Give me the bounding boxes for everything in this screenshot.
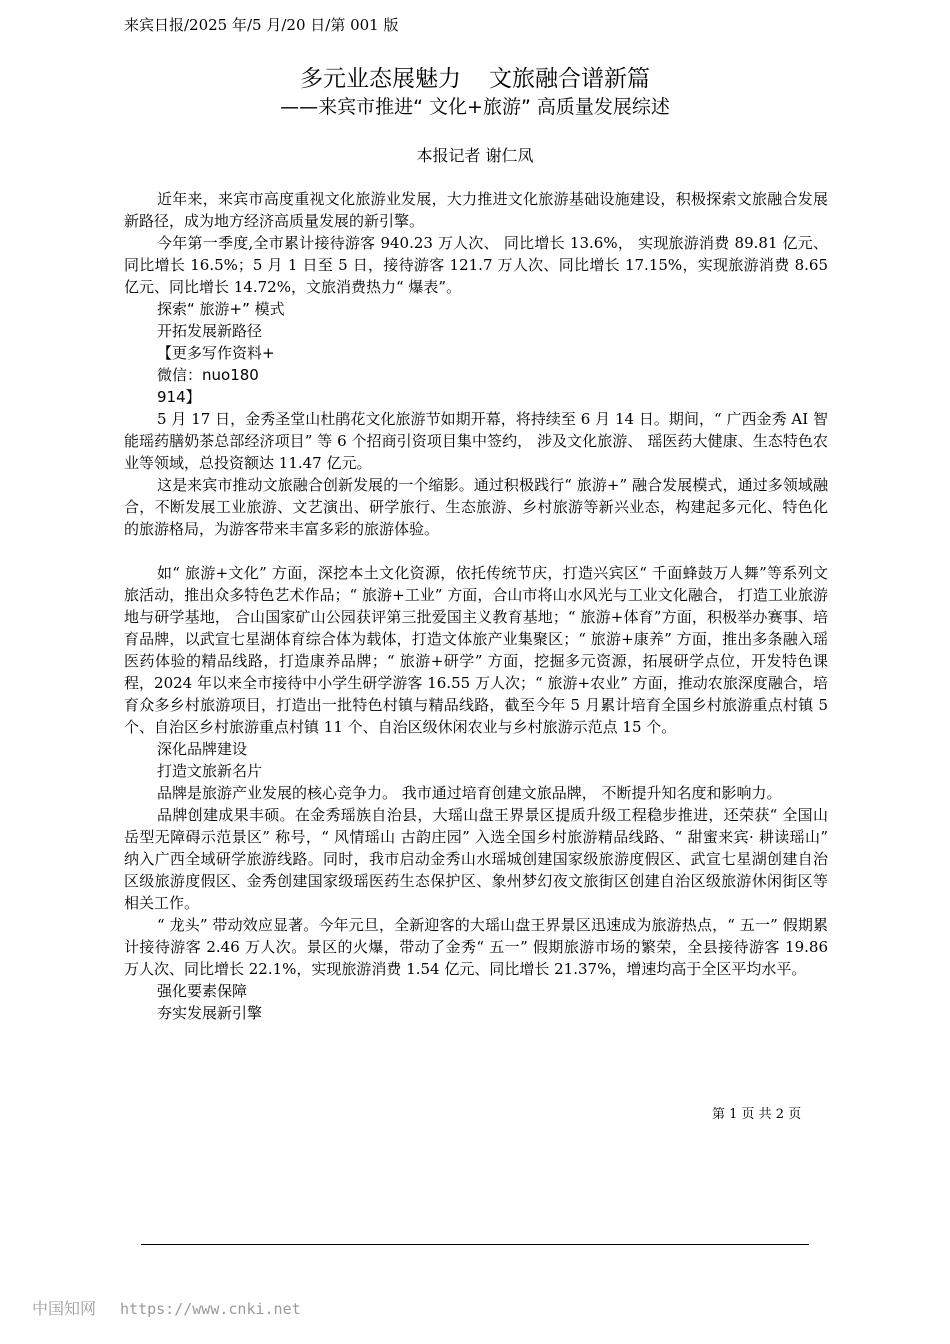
site-url[interactable]: https://www.cnki.net (120, 1300, 301, 1318)
paragraph: 近年来，来宾市高度重视文化旅游业发展，大力推进文化旅游基础设施建设，积极探索文旅融合发展新路径，成为地方经济高质量发展的新引擎。 (124, 190, 828, 230)
paragraph: 5 月 17 日，金秀圣堂山杜鹃花文化旅游节如期开幕，将持续至 6 月 14 日。期间，“ 广西金秀 AI 智能瑶药膳奶茶总部经济项目” 等 6 个招商引资项目集中签约， 涉及文化旅游、 瑶医药大健康、生态特色农业等领域，总投资额达 11.47 亿元。 (124, 410, 828, 472)
section-heading: 强化要素保障 (157, 982, 248, 1000)
footer-divider (141, 1244, 809, 1245)
section-heading: 914】 (157, 388, 201, 406)
paragraph: 如“ 旅游+文化” 方面，深挖本土文化资源，依托传统节庆，打造兴宾区“ 千面蜂鼓万人舞”等系列文旅活动，推出众多特色艺术作品；“ 旅游+工业” 方面，合山市将山水风光与工业文化融合， 打造工业旅游地与研学基地， 合山国家矿山公园获评第三批爱国主义教育基地；“ 旅游+体育”方面，积极举办赛事、培育品牌，以武宣七星湖体育综合体为载体，打造文体旅产业集聚区；“ 旅游+康养” 方面，推出多条融入瑶医药体验的精品线路，打造康养品牌；“ 旅游+研学” 方面，挖掘多元资源，拓展研学点位，开发特色课程，2024 年以来全市接待中小学生研学游客 16.55 万人次；“ 旅游+农业” 方面，推动农旅深度融合，培育众多乡村旅游项目，打造出一批特色村镇与精品线路，截至今年 5 月累计培育全国乡村旅游重点村镇 5 个、自治区乡村旅游重点村镇 11 个、自治区级休闲农业与乡村旅游示范点 15 个。 (124, 564, 828, 736)
headline-part-2: 文旅融合谱新篇 (489, 66, 650, 92)
paragraph: 品牌创建成果丰硕。在金秀瑶族自治县，大瑶山盘王界景区提质升级工程稳步推进，还荣获“ 全国山岳型无障碍示范景区” 称号，“ 风情瑶山 古韵庄园” 入选全国乡村旅游精品线路、“ 甜蜜来宾· 耕读瑶山” 纳入广西全域研学旅游线路。同时，我市启动金秀山水瑶城创建国家级旅游度假区、武宣七星湖创建自治区级旅游度假区、金秀创建国家级瑶医药生态保护区、象州梦幻夜文旅街区创建自治区级旅游休闲街区等相关工作。 (124, 806, 828, 912)
section-heading: 【更多写作资料+ (157, 344, 275, 362)
byline: 本报记者 谢仁凤 (416, 146, 534, 165)
paragraph: 这是来宾市推动文旅融合创新发展的一个缩影。通过积极践行“ 旅游+” 融合发展模式，通过多领域融合，不断发展工业旅游、文艺演出、研学旅行、生态旅游、乡村旅游等新兴业态，构建起多元化、特色化的旅游格局，为游客带来丰富多彩的旅游体验。 (124, 476, 828, 538)
section-heading: 深化品牌建设 (157, 740, 248, 758)
section-heading: 微信：nuo180 (157, 366, 259, 384)
section-heading: 打造文旅新名片 (157, 762, 263, 780)
footer (32, 1296, 301, 1319)
paragraph: “ 龙头” 带动效应显著。今年元旦，全新迎客的大瑶山盘王界景区迅速成为旅游热点，“ 五一” 假期累计接待游客 2.46 万人次。景区的火爆，带动了金秀“ 五一” 假期旅游市场的繁荣，全县接待游客 19.86 万人次、同比增长 22.1%，实现旅游消费 1.54 亿元、同比增长 21.37%，增速均高于全区平均水平。 (124, 916, 828, 978)
subheadline: ——来宾市推进“ 文化+旅游” 高质量发展综述 (280, 96, 670, 118)
article-body (124, 188, 828, 1024)
site-name: 中国知网 (32, 1299, 97, 1318)
section-heading: 开拓发展新路径 (157, 322, 263, 340)
headline (0, 60, 950, 93)
headline-part-1: 多元业态展魅力 (300, 66, 461, 92)
paragraph: 品牌是旅游产业发展的核心竞争力。 我市通过培育创建文旅品牌， 不断提升知名度和影响力。 (157, 784, 782, 802)
paragraph: 今年第一季度,全市累计接待游客 940.23 万人次、 同比增长 13.6%， 实现旅游消费 89.81 亿元、 同比增长 16.5%；5 月 1 日至 5 日，接待游客 121.7 万人次、同比增长 17.15%，实现旅游消费 8.65 亿元、同比增长 14.72%，文旅消费热力“ 爆表”。 (124, 234, 828, 296)
page-number: 第 1 页 共 2 页 (712, 1107, 802, 1122)
section-heading: 夯实发展新引擎 (157, 1004, 263, 1022)
section-heading: 探索“ 旅游+” 模式 (157, 300, 285, 318)
blank-line (124, 540, 828, 562)
newspaper-source: 来宾日报/2025 年/5 月/20 日/第 001 版 (124, 16, 399, 34)
